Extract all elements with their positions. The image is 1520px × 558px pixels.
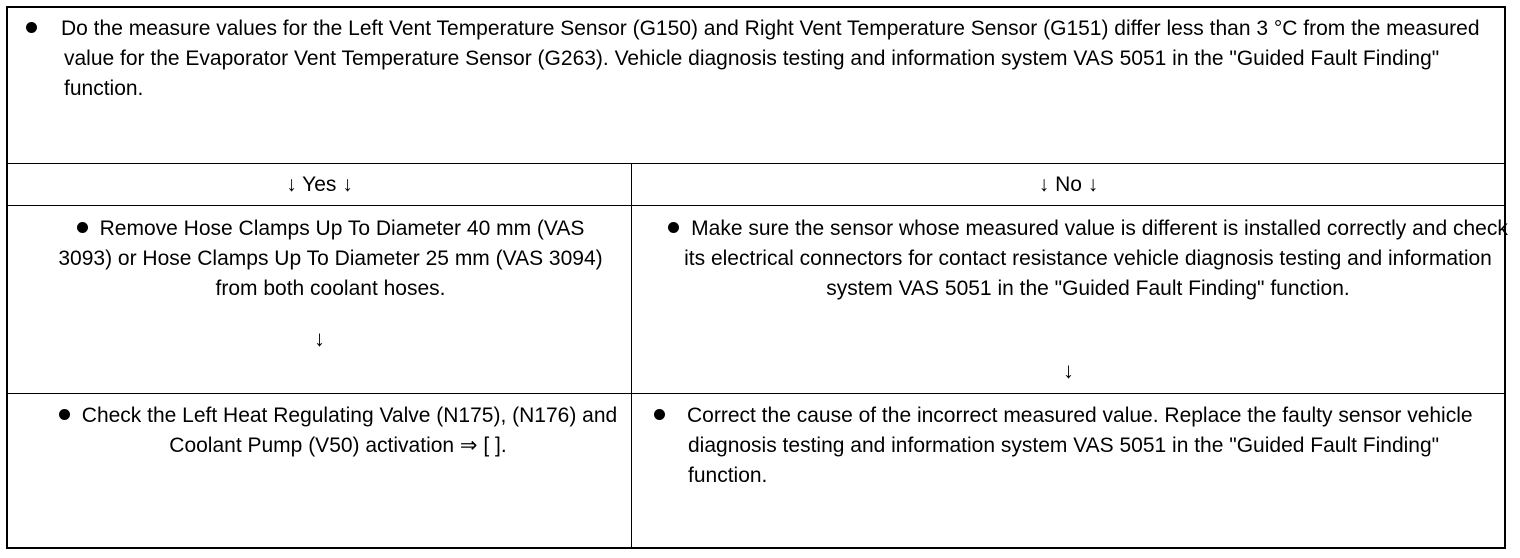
- no-step-1-text: Make sure the sensor whose measured value is different is installed correctly and check its electrical connectors for contact resistance vehicle diagnosis testing and information system VAS 5051 in the "Guided Fault Finding" function.: [684, 217, 1508, 300]
- yes-step-1: [48, 214, 613, 304]
- divider: [8, 393, 1504, 394]
- bullet-icon: [654, 409, 665, 420]
- no-label-text: ↓ No ↓: [1038, 173, 1099, 196]
- column-divider: [631, 163, 632, 547]
- no-step-2-text: Correct the cause of the incorrect measured value. Replace the faulty sensor vehicle diagnosis testing and information system VAS 5051 in the "Guided Fault Finding" function.: [687, 404, 1473, 487]
- down-arrow-icon: [633, 358, 1504, 384]
- bullet-icon: [59, 409, 70, 420]
- divider: [8, 163, 1504, 164]
- no-arrow-text: ↓: [1063, 358, 1074, 383]
- question-cell: [26, 14, 1496, 104]
- no-step-1: [668, 214, 1508, 304]
- yes-step-1-text: Remove Hose Clamps Up To Diameter 40 mm (VAS 3093) or Hose Clamps Up To Diameter 25 mm (VAS 3094) from both coolant hoses.: [58, 217, 603, 300]
- yes-label-text: ↓ Yes ↓: [286, 173, 353, 196]
- yes-branch-label: [8, 170, 631, 200]
- no-step-2: [654, 401, 1499, 491]
- yes-arrow-text: ↓: [314, 326, 325, 351]
- decision-table: [6, 6, 1506, 549]
- bullet-icon: [26, 22, 37, 33]
- no-branch-label: [633, 170, 1504, 200]
- bullet-icon: [77, 222, 88, 233]
- down-arrow-icon: [8, 326, 631, 352]
- question-text: Do the measure values for the Left Vent Temperature Sensor (G150) and Right Vent Temperature Sensor (G151) differ less than 3 °C from the measured value for the Evaporator Vent Temperature Sensor (G263). Vehicle diagnosis testing and information system VAS 5051 in the "Guided Fault Finding" function.: [61, 17, 1480, 100]
- yes-step-2-text: Check the Left Heat Regulating Valve (N175), (N176) and Coolant Pump (V50) activation ⇒ [ ].: [81, 404, 618, 457]
- divider: [8, 205, 1504, 206]
- bullet-icon: [668, 222, 679, 233]
- yes-step-2: [58, 401, 618, 461]
